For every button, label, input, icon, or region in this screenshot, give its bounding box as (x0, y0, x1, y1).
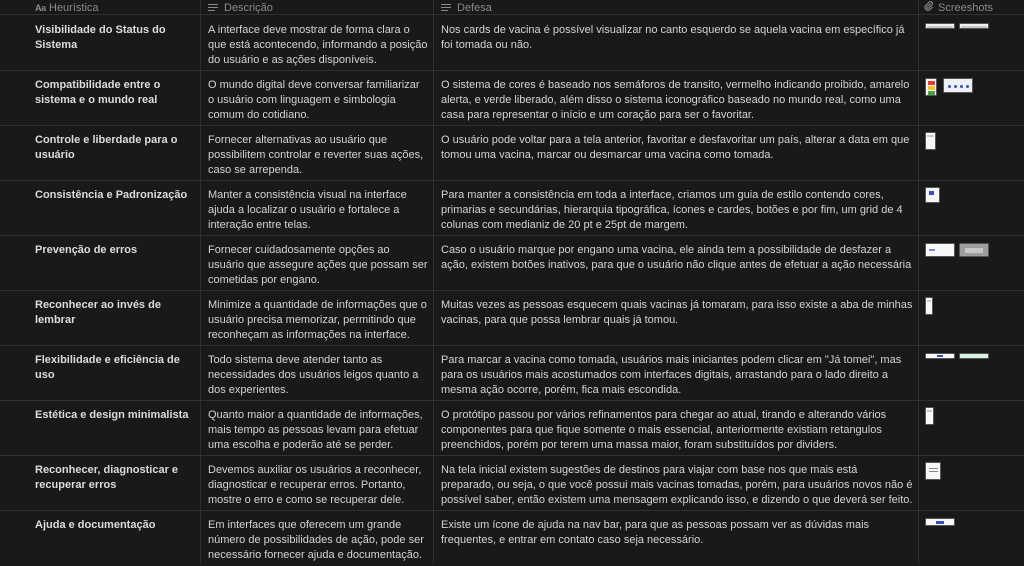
column-header-defesa[interactable] (441, 0, 492, 15)
table-row[interactable] (0, 236, 1024, 291)
heuristica-cell[interactable]: Consistência e Padronização (35, 189, 188, 201)
heuristica-cell[interactable]: Compatibilidade entre o sistema e o mundo real (35, 79, 161, 107)
defesa-cell[interactable]: O usuário pode voltar para a tela anterior, favoritar e desfavoritar um país, alterar a data em que tomou uma vacina, marcar ou desmarcar uma vacina como tomada. (441, 134, 910, 162)
table-row[interactable] (0, 126, 1024, 181)
text-lines-icon (441, 3, 452, 13)
screenshots-cell[interactable] (924, 515, 1024, 555)
column-header-label: Defesa (457, 1, 492, 14)
table-header (0, 0, 1024, 15)
column-header-label: Heurística (49, 1, 99, 14)
text-lines-icon (208, 3, 219, 13)
screenshots-cell[interactable] (924, 240, 1024, 280)
descricao-cell[interactable]: A interface deve mostrar de forma clara o que está acontecendo, informando a posição do usuário e as ações disponíveis. (208, 24, 428, 67)
screenshot-thumbnail[interactable] (959, 353, 989, 359)
screenshot-thumbnail[interactable] (925, 187, 940, 203)
descricao-cell[interactable]: Quanto maior a quantidade de informações, mais tempo as pessoas levam para efetuar uma escolha e poderão até se perder. (208, 409, 423, 452)
descricao-cell[interactable]: Minimize a quantidade de informações que o usuário precisa memorizar, permitindo que reconheçam as informações na interface. (208, 299, 427, 342)
table-row[interactable] (0, 181, 1024, 236)
screenshot-thumbnail[interactable] (925, 23, 955, 29)
screenshot-thumbnail[interactable] (943, 78, 973, 93)
heuristica-cell[interactable]: Estética e design minimalista (35, 409, 189, 421)
table-row[interactable] (0, 511, 1024, 566)
heuristica-cell[interactable]: Reconhecer, diagnosticar e recuperar erros (35, 464, 179, 492)
heuristica-cell[interactable]: Prevenção de erros (35, 244, 138, 256)
heuristica-cell[interactable]: Reconhecer ao invés de lembrar (35, 299, 161, 327)
table-row[interactable] (0, 456, 1024, 511)
table-row[interactable] (0, 346, 1024, 401)
screenshots-cell[interactable] (924, 130, 1024, 170)
screenshots-cell[interactable] (924, 185, 1024, 225)
descricao-cell[interactable]: Devemos auxiliar os usuários a reconhecer, diagnosticar e recuperar erros. Portanto, mostre o erro e como se recuperar dele. (208, 464, 422, 507)
table-row[interactable] (0, 16, 1024, 71)
screenshot-thumbnail[interactable] (925, 132, 936, 150)
text-property-icon: Aa (35, 2, 46, 13)
screenshots-cell[interactable] (924, 350, 1024, 390)
screenshot-thumbnail[interactable] (959, 23, 989, 29)
screenshots-cell[interactable] (924, 20, 1024, 60)
screenshots-cell[interactable] (924, 75, 1024, 115)
screenshot-thumbnail[interactable] (925, 78, 937, 96)
defesa-cell[interactable]: Existe um ícone de ajuda na nav bar, para que as pessoas possam ver as dúvidas mais frequentes, e entrar em contato caso seja necessário. (441, 519, 870, 547)
defesa-cell[interactable]: Na tela inicial existem sugestões de destinos para viajar com base nos que mais está preparado, ou seja, o que você possui mais vacinas tomadas, porém, para usuários novos não é possível saber, então existem uma mensagem explicando isso, e dizendo o que deverá ser feito. (441, 464, 913, 507)
descricao-cell[interactable]: Todo sistema deve atender tanto as necessidades dos usuários leigos quanto a dos experientes. (208, 354, 419, 397)
defesa-cell[interactable]: Nos cards de vacina é possível visualizar no canto esquerdo se aquela vacina em específico já foi tomada ou não. (441, 24, 905, 52)
heuristica-cell[interactable]: Ajuda e documentação (35, 519, 156, 531)
defesa-cell[interactable]: Para marcar a vacina como tomada, usuários mais iniciantes podem clicar em "Já tomei", mas para os usuários mais acostumados com interfaces digitais, arrastando para o lado direito a mesma ação ocorre, porém, fica mais escondida. (441, 354, 902, 397)
screenshots-cell[interactable] (924, 460, 1024, 500)
defesa-cell[interactable]: Caso o usuário marque por engano uma vacina, ele ainda tem a possibilidade de desfazer a ação, existem botões inativos, para que o usuário não clique antes de efetuar a ação necessária (441, 244, 912, 272)
heuristica-cell[interactable]: Flexibilidade e eficiência de uso (35, 354, 180, 382)
heuristica-cell[interactable]: Visibilidade do Status do Sistema (35, 24, 166, 52)
column-header-label: Screeshots (938, 1, 994, 14)
screenshots-cell[interactable] (924, 405, 1024, 445)
descricao-cell[interactable]: Fornecer cuidadosamente opções ao usuário que assegure ações que possam ser cometidas por engano. (208, 244, 428, 287)
screenshot-thumbnail[interactable] (925, 518, 955, 526)
screenshot-thumbnail[interactable] (925, 353, 955, 359)
screenshot-thumbnail[interactable] (959, 243, 989, 257)
table-row[interactable] (0, 291, 1024, 346)
heuristica-cell[interactable]: Controle e liberdade para o usuário (35, 134, 178, 162)
defesa-cell[interactable]: O sistema de cores é baseado nos semáforos de transito, vermelho indicando proibido, amarelo alerta, e verde liberado, além disso o sistema iconográfico baseado no mundo real, como uma casa para representar o início e um coração para ser o favoritar. (441, 79, 910, 122)
column-header-screenshots[interactable] (924, 0, 993, 15)
paperclip-icon (924, 1, 934, 14)
defesa-cell[interactable]: O protótipo passou por vários refinamentos para chegar ao atual, tirando e alterando vários componentes para que fique somente o mais essencial, anteriormente existiam retangulos preenchidos, porém por terem uma massa maior, foram substituídos por dividers. (441, 409, 887, 452)
defesa-cell[interactable]: Muitas vezes as pessoas esquecem quais vacinas já tomaram, para isso existe a aba de minhas vacinas, para que possa lembrar quais já tomou. (441, 299, 913, 327)
column-header-label: Descrição (224, 1, 273, 14)
defesa-cell[interactable]: Para manter a consistência em toda a interface, criamos um guia de estilo contendo cores, primarias e secundárias, hierarquia tipográfica, ícones e cardes, botões e por fim, um grid de 4 colunas com medianiz de 20 pt e 25pt de margem. (441, 189, 903, 232)
screenshot-thumbnail[interactable] (925, 297, 933, 315)
screenshot-thumbnail[interactable] (925, 243, 955, 257)
screenshot-thumbnail[interactable] (925, 462, 941, 480)
descricao-cell[interactable]: O mundo digital deve conversar familiarizar o usuário com linguagem e simbologia comum do cotidiano. (208, 79, 420, 122)
column-header-heuristica[interactable] (35, 0, 99, 15)
table-row[interactable] (0, 401, 1024, 456)
descricao-cell[interactable]: Em interfaces que oferecem um grande número de possibilidades de ação, pode ser necessário fornecer ajuda e documentação. (208, 519, 424, 562)
screenshots-cell[interactable] (924, 295, 1024, 335)
screenshot-thumbnail[interactable] (925, 407, 934, 425)
column-header-descricao[interactable] (208, 0, 273, 15)
descricao-cell[interactable]: Fornecer alternativas ao usuário que possibilitem controlar e reverter suas ações, caso se arrependa. (208, 134, 424, 177)
descricao-cell[interactable]: Manter a consistência visual na interface ajuda a localizar o usuário e fortalece a interação entre telas. (208, 189, 407, 232)
table-row[interactable] (0, 71, 1024, 126)
